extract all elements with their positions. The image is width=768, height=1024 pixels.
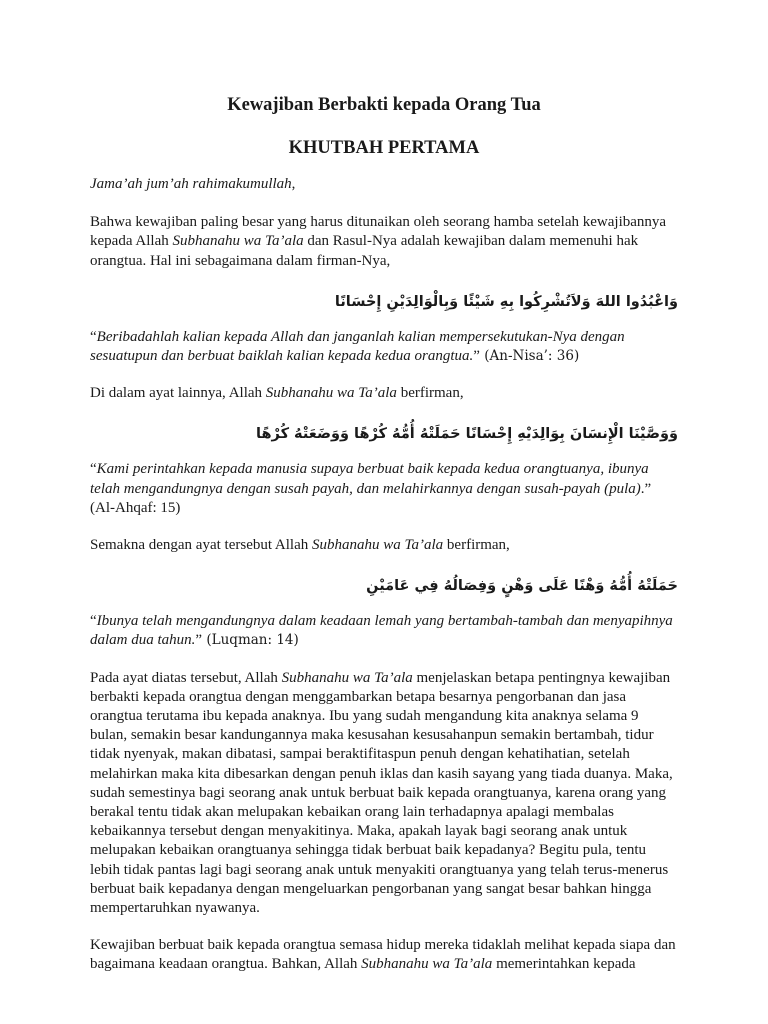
paragraph-2-text-b: berfirman, <box>396 385 464 402</box>
quote-1-text: Beribadahlah kalian kepada Allah dan janganlah kalian mempersekutukan-Nya dengan sesuatupun dan berbuat baiklah kalian kepada kedua orangtua. <box>90 328 625 365</box>
paragraph-2-text-a: Di dalam ayat lainnya, Allah <box>90 385 266 402</box>
paragraph-5-text-b: memerintahkan kepada <box>492 956 636 973</box>
subhanahu-term <box>172 233 303 249</box>
open-quote: “ <box>90 328 97 345</box>
subhanahu-term <box>282 670 413 686</box>
arabic-verse-2: وَوَصَّيْنَا الْإِنسَانَ بِوَالِدَيْهِ إِحْسَانًا حَمَلَتْهُ أُمُّهُ كُرْهًا وَوَضَعَتْهُ كُرْهًا <box>256 426 678 443</box>
paragraph-3-text-a: Semakna dengan ayat tersebut Allah <box>90 537 313 554</box>
quote-2-period: . <box>640 480 645 497</box>
open-quote: “ <box>90 461 97 478</box>
quote-2-reference: (Al-Ahqaf: 15) <box>90 499 181 516</box>
paragraph-4-text-a: Pada ayat diatas tersebut, Allah <box>90 669 282 686</box>
term-part-1: Subhanahu wa Ta <box>265 385 373 402</box>
apostrophe: ’ <box>372 385 378 402</box>
apostrophe: ’ <box>419 537 424 554</box>
arabic-verse-3: حَمَلَتْهُ أُمُّهُ وَهْنًا عَلَى وَهْنٍ وَفِصَالُهُ فِي عَامَيْنِ <box>366 578 678 595</box>
document-title: Kewajiban Berbakti kepada Orang Tua <box>227 95 541 115</box>
greeting-part-3: ah rahimakumullah <box>173 176 292 192</box>
paragraph-3 <box>90 536 678 555</box>
term-part-1: Subhanahu wa Ta <box>312 537 419 554</box>
paragraph-1-text-a: Bahwa kewajiban paling besar yang harus ditunaikan oleh seorang hamba setelah kewajibannya kepada Allah <box>90 214 667 250</box>
term-part-2: ala <box>284 233 304 250</box>
quote-2-text: Kami perintahkan kepada manusia supaya berbuat baik kepada kedua orangtuanya, ibunya telah mengandungnya dengan susah payah, dan melahirkannya dengan susah-payah (pula) <box>90 461 649 497</box>
subhanahu-term <box>361 956 492 972</box>
paragraph-4 <box>90 669 678 919</box>
apostrophe: ’ <box>122 176 128 192</box>
greeting <box>90 175 678 194</box>
subhanahu-term <box>312 537 443 553</box>
translation-quote-1 <box>90 328 678 366</box>
greeting-comma: , <box>291 176 296 192</box>
paragraph-5 <box>90 936 678 974</box>
quote-1-reference: (An-Nisa’: 36) <box>479 348 580 365</box>
term-part-2: ala <box>377 385 397 402</box>
quote-3-reference: (Luqman: 14) <box>202 632 299 649</box>
paragraph-2 <box>90 384 678 403</box>
arabic-verse-1: وَاعْبُدُوا اللهَ وَلاَتُشْرِكُوا بِهِ شَيْئًا وَبِالْوَالِدَيْنِ إِحْسَانًا <box>334 293 678 310</box>
greeting-part-2: ah jum <box>127 176 169 192</box>
apostrophe: ’ <box>388 669 394 686</box>
apostrophe: ’ <box>468 956 474 973</box>
term-part-1: Subhanahu wa Ta <box>172 233 280 250</box>
term-part-2: ala <box>424 537 444 554</box>
section-heading: KHUTBAH PERTAMA <box>288 138 480 158</box>
term-part-2: ala <box>473 956 493 973</box>
translation-quote-2 <box>90 460 678 518</box>
term-part-1: Subhanahu wa Ta <box>281 669 389 686</box>
paragraph-1-text-b: dan Rasul-Nya adalah kewajiban dalam memenuhi hak orangtua. Hal ini sebagaimana dalam firman-Nya, <box>90 233 639 269</box>
apostrophe: ’ <box>279 233 285 250</box>
term-part-2: ala <box>393 669 413 686</box>
translation-quote-3 <box>90 612 678 650</box>
paragraph-5-text-a: Kewajiban berbuat baik kepada orangtua semasa hidup mereka tidaklah melihat kepada siapa dan bagaimana keadaan orangtua. Bahkan, Allah <box>90 937 676 973</box>
close-quote: ” <box>195 632 203 649</box>
term-part-1: Subhanahu wa Ta <box>361 956 469 973</box>
subhanahu-term <box>266 385 397 401</box>
quote-3-text: Ibunya telah mengandungnya dalam keadaan lemah yang bertambah-tambah dan menyapihnya dalam dua tahun. <box>90 613 673 649</box>
close-quote: ” <box>473 348 480 365</box>
open-quote: “ <box>90 613 97 630</box>
paragraph-4-text-b: menjelaskan betapa pentingnya kewajiban berbakti kepada orangtua dengan menggambarkan betapa besarnya pengorbanan dan jasa orangtua terutama ibu kepada anaknya. Ibu yang sudah mengandung kita anaknya selama 9 bulan, semakin besar kandungannya maka kesusahan kesusahanpun semakin bertambah, tidur tidak nyenyak, makan dibatasi, sampai beraktifitaspun penuh dengan kehatihatian, setelah melahirkan maka kita dibesarkan dengan penuh iklas dan kasih sayang yang tiada duanya. Maka, sudah semestinya bagi seorang anak untuk berbuat baik kepada orangtuanya, karena orang yang berakal tentu tidak akan melupakan kebaikan orang lain terhadapnya apalagi membalas kebaikannya tersebut dengan menyakitinya. Maka, apakah layak bagi seorang anak untuk melupakan kebaikan orangtuanya sehingga tidak berbuat baik kepadanya? Begitu pula, tentu lebih tidak pantas lagi bagi seorang anak untuk menyakiti orangtuanya yang telah terus-menerus berbuat baik kepadanya dengan mengeluarkan pengorbanan yang sangat besar bahkan hingga mempertaruhkan nyawanya. <box>90 669 673 917</box>
paragraph-3-text-b: berfirman, <box>443 537 510 554</box>
close-quote: ” <box>644 480 652 497</box>
apostrophe: ’ <box>168 176 174 192</box>
greeting-part-1: Jama <box>90 176 123 192</box>
paragraph-1 <box>90 213 678 271</box>
